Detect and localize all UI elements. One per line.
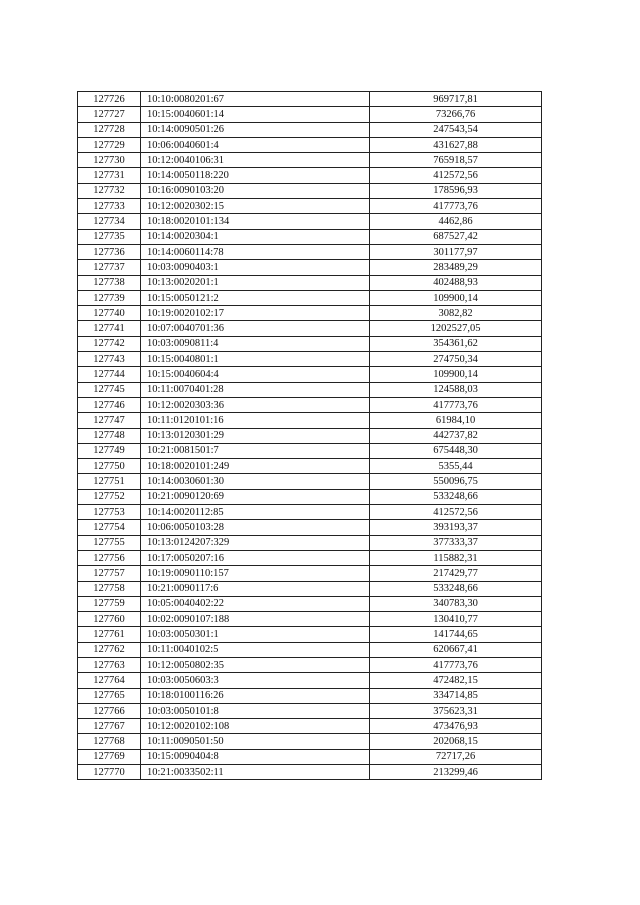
cadastral-code-cell: 10:12:0040106:31: [141, 153, 370, 168]
amount-cell: 4462,86: [370, 214, 542, 229]
row-id-cell: 127759: [78, 596, 141, 611]
table-row: [78, 290, 542, 305]
table-row: [78, 413, 542, 428]
cadastral-code-cell: 10:07:0040701:36: [141, 321, 370, 336]
row-id-cell: 127738: [78, 275, 141, 290]
table-row: [78, 92, 542, 107]
amount-cell: 178596,93: [370, 183, 542, 198]
cadastral-code-cell: 10:15:0040801:1: [141, 352, 370, 367]
amount-cell: 550096,75: [370, 474, 542, 489]
cadastral-code-cell: 10:12:0050802:35: [141, 657, 370, 672]
cadastral-code-cell: 10:03:0090811:4: [141, 336, 370, 351]
row-id-cell: 127754: [78, 520, 141, 535]
row-id-cell: 127747: [78, 413, 141, 428]
amount-cell: 473476,93: [370, 719, 542, 734]
amount-cell: 115882,31: [370, 550, 542, 565]
cadastral-code-cell: 10:18:0020101:134: [141, 214, 370, 229]
cadastral-code-cell: 10:03:0090403:1: [141, 260, 370, 275]
cadastral-code-cell: 10:15:0040604:4: [141, 367, 370, 382]
row-id-cell: 127734: [78, 214, 141, 229]
table-row: [78, 352, 542, 367]
amount-cell: 274750,34: [370, 352, 542, 367]
amount-cell: 472482,15: [370, 673, 542, 688]
row-id-cell: 127767: [78, 719, 141, 734]
table-row: [78, 703, 542, 718]
table-row: [78, 474, 542, 489]
amount-cell: 61984,10: [370, 413, 542, 428]
amount-cell: 301177,97: [370, 244, 542, 259]
row-id-cell: 127763: [78, 657, 141, 672]
amount-cell: 412572,56: [370, 168, 542, 183]
amount-cell: 217429,77: [370, 566, 542, 581]
table-row: [78, 229, 542, 244]
table-row: [78, 122, 542, 137]
row-id-cell: 127769: [78, 749, 141, 764]
cadastral-code-cell: 10:03:0050301:1: [141, 627, 370, 642]
row-id-cell: 127729: [78, 137, 141, 152]
cadastral-code-cell: 10:17:0050207:16: [141, 550, 370, 565]
row-id-cell: 127753: [78, 505, 141, 520]
cadastral-code-cell: 10:05:0040402:22: [141, 596, 370, 611]
table-row: [78, 581, 542, 596]
row-id-cell: 127743: [78, 352, 141, 367]
table-row: [78, 168, 542, 183]
table-row: [78, 688, 542, 703]
table-row: [78, 505, 542, 520]
amount-cell: 431627,88: [370, 137, 542, 152]
table-row: [78, 459, 542, 474]
amount-cell: 202068,15: [370, 734, 542, 749]
cadastral-code-cell: 10:03:0050603:3: [141, 673, 370, 688]
amount-cell: 72717,26: [370, 749, 542, 764]
row-id-cell: 127727: [78, 107, 141, 122]
table-row: [78, 428, 542, 443]
cadastral-code-cell: 10:02:0090107:188: [141, 612, 370, 627]
table-row: [78, 137, 542, 152]
amount-cell: 1202527,05: [370, 321, 542, 336]
row-id-cell: 127746: [78, 397, 141, 412]
cadastral-code-cell: 10:11:0040102:5: [141, 642, 370, 657]
cadastral-code-cell: 10:14:0090501:26: [141, 122, 370, 137]
cadastral-code-cell: 10:13:0020201:1: [141, 275, 370, 290]
table-row: [78, 734, 542, 749]
row-id-cell: 127730: [78, 153, 141, 168]
row-id-cell: 127733: [78, 199, 141, 214]
row-id-cell: 127740: [78, 306, 141, 321]
cadastral-code-cell: 10:21:0033502:11: [141, 765, 370, 780]
table-row: [78, 199, 542, 214]
cadastral-code-cell: 10:13:0124207:329: [141, 535, 370, 550]
row-id-cell: 127751: [78, 474, 141, 489]
table-row: [78, 321, 542, 336]
row-id-cell: 127737: [78, 260, 141, 275]
amount-cell: 412572,56: [370, 505, 542, 520]
cadastral-code-cell: 10:15:0050121:2: [141, 290, 370, 305]
cadastral-code-cell: 10:06:0040601:4: [141, 137, 370, 152]
amount-cell: 130410,77: [370, 612, 542, 627]
amount-cell: 620667,41: [370, 642, 542, 657]
row-id-cell: 127741: [78, 321, 141, 336]
amount-cell: 417773,76: [370, 199, 542, 214]
table-row: [78, 275, 542, 290]
amount-cell: 765918,57: [370, 153, 542, 168]
amount-cell: 417773,76: [370, 657, 542, 672]
amount-cell: 141744,65: [370, 627, 542, 642]
row-id-cell: 127764: [78, 673, 141, 688]
cadastral-code-cell: 10:18:0100116:26: [141, 688, 370, 703]
amount-cell: 109900,14: [370, 290, 542, 305]
cadastral-code-cell: 10:18:0020101:249: [141, 459, 370, 474]
cadastral-code-cell: 10:14:0060114:78: [141, 244, 370, 259]
cadastral-code-cell: 10:06:0050103:28: [141, 520, 370, 535]
amount-cell: 393193,37: [370, 520, 542, 535]
row-id-cell: 127726: [78, 92, 141, 107]
table-row: [78, 367, 542, 382]
cadastral-code-cell: 10:19:0090110:157: [141, 566, 370, 581]
cadastral-code-cell: 10:21:0081501:7: [141, 443, 370, 458]
table-row: [78, 550, 542, 565]
cadastral-code-cell: 10:13:0120301:29: [141, 428, 370, 443]
table-row: [78, 260, 542, 275]
amount-cell: 247543,54: [370, 122, 542, 137]
row-id-cell: 127757: [78, 566, 141, 581]
row-id-cell: 127742: [78, 336, 141, 351]
row-id-cell: 127768: [78, 734, 141, 749]
amount-cell: 124588,03: [370, 382, 542, 397]
row-id-cell: 127731: [78, 168, 141, 183]
table-row: [78, 627, 542, 642]
row-id-cell: 127760: [78, 612, 141, 627]
cadastral-code-cell: 10:19:0020102:17: [141, 306, 370, 321]
table-row: [78, 214, 542, 229]
row-id-cell: 127748: [78, 428, 141, 443]
table-row: [78, 596, 542, 611]
table-row: [78, 244, 542, 259]
amount-cell: 354361,62: [370, 336, 542, 351]
amount-cell: 375623,31: [370, 703, 542, 718]
amount-cell: 417773,76: [370, 397, 542, 412]
row-id-cell: 127761: [78, 627, 141, 642]
cadastral-code-cell: 10:14:0020112:85: [141, 505, 370, 520]
table-row: [78, 153, 542, 168]
row-id-cell: 127739: [78, 290, 141, 305]
table-row: [78, 612, 542, 627]
row-id-cell: 127732: [78, 183, 141, 198]
row-id-cell: 127755: [78, 535, 141, 550]
row-id-cell: 127752: [78, 489, 141, 504]
amount-cell: 73266,76: [370, 107, 542, 122]
cadastral-code-cell: 10:15:0040601:14: [141, 107, 370, 122]
table-row: [78, 520, 542, 535]
table-row: [78, 183, 542, 198]
table-row: [78, 642, 542, 657]
amount-cell: 213299,46: [370, 765, 542, 780]
amount-cell: 334714,85: [370, 688, 542, 703]
cadastral-code-cell: 10:16:0090103:20: [141, 183, 370, 198]
cadastral-code-cell: 10:12:0020303:36: [141, 397, 370, 412]
row-id-cell: 127758: [78, 581, 141, 596]
amount-cell: 377333,37: [370, 535, 542, 550]
row-id-cell: 127756: [78, 550, 141, 565]
cadastral-code-cell: 10:15:0090404:8: [141, 749, 370, 764]
table-row: [78, 306, 542, 321]
cadastral-code-cell: 10:14:0050118:220: [141, 168, 370, 183]
amount-cell: 283489,29: [370, 260, 542, 275]
row-id-cell: 127762: [78, 642, 141, 657]
table-row: [78, 336, 542, 351]
cadastral-code-cell: 10:10:0080201:67: [141, 92, 370, 107]
table-row: [78, 719, 542, 734]
cadastral-code-cell: 10:11:0070401:28: [141, 382, 370, 397]
cadastral-code-cell: 10:11:0120101:16: [141, 413, 370, 428]
row-id-cell: 127770: [78, 765, 141, 780]
amount-cell: 109900,14: [370, 367, 542, 382]
cadastral-code-cell: 10:11:0090501:50: [141, 734, 370, 749]
row-id-cell: 127750: [78, 459, 141, 474]
row-id-cell: 127728: [78, 122, 141, 137]
row-id-cell: 127766: [78, 703, 141, 718]
table-row: [78, 749, 542, 764]
table-row: [78, 535, 542, 550]
table-row: [78, 443, 542, 458]
row-id-cell: 127736: [78, 244, 141, 259]
table-row: [78, 765, 542, 780]
amount-cell: 442737,82: [370, 428, 542, 443]
row-id-cell: 127765: [78, 688, 141, 703]
table-row: [78, 489, 542, 504]
amount-cell: 533248,66: [370, 581, 542, 596]
data-table: [77, 91, 542, 780]
cadastral-code-cell: 10:14:0020304:1: [141, 229, 370, 244]
table-body: [78, 92, 542, 780]
amount-cell: 3082,82: [370, 306, 542, 321]
amount-cell: 533248,66: [370, 489, 542, 504]
row-id-cell: 127749: [78, 443, 141, 458]
table-row: [78, 566, 542, 581]
table-row: [78, 657, 542, 672]
amount-cell: 687527,42: [370, 229, 542, 244]
cadastral-code-cell: 10:03:0050101:8: [141, 703, 370, 718]
cadastral-code-cell: 10:14:0030601:30: [141, 474, 370, 489]
table-row: [78, 397, 542, 412]
table-row: [78, 673, 542, 688]
cadastral-code-cell: 10:21:0090117:6: [141, 581, 370, 596]
row-id-cell: 127744: [78, 367, 141, 382]
table-row: [78, 107, 542, 122]
cadastral-code-cell: 10:12:0020302:15: [141, 199, 370, 214]
row-id-cell: 127735: [78, 229, 141, 244]
table-row: [78, 382, 542, 397]
amount-cell: 5355,44: [370, 459, 542, 474]
cadastral-code-cell: 10:12:0020102:108: [141, 719, 370, 734]
amount-cell: 675448,30: [370, 443, 542, 458]
amount-cell: 402488,93: [370, 275, 542, 290]
row-id-cell: 127745: [78, 382, 141, 397]
amount-cell: 340783,30: [370, 596, 542, 611]
amount-cell: 969717,81: [370, 92, 542, 107]
cadastral-code-cell: 10:21:0090120:69: [141, 489, 370, 504]
